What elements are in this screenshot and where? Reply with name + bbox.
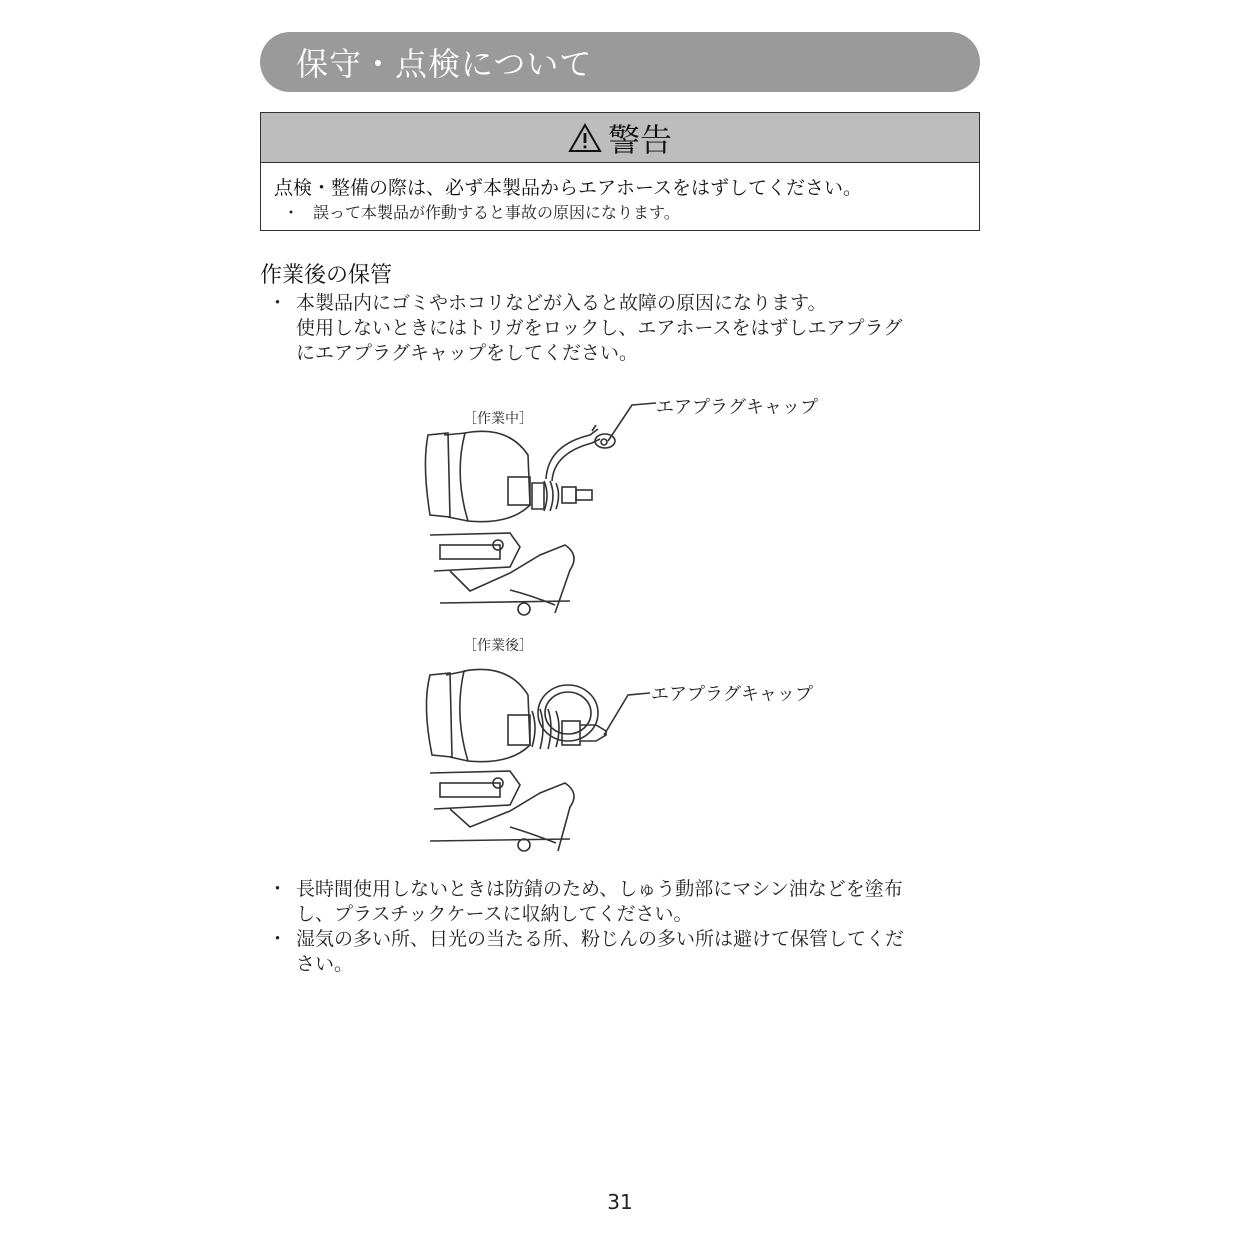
bullet: ・: [268, 292, 288, 314]
storage-heading: 作業後の保管: [260, 263, 393, 288]
bullet: ・: [268, 928, 288, 950]
figure-label-after: ［作業後］: [463, 638, 533, 654]
warning-label: 警告: [607, 120, 672, 159]
warning-sub-text: [283, 200, 680, 223]
paragraph-line: 湿気の多い所、日光の当たる所、粉じんの多い所は避けて保管してくだ: [296, 928, 905, 950]
section-title-bar: [260, 32, 980, 92]
paragraph-line: し、プラスチックケースに収納してください。: [296, 903, 693, 925]
warning-header: [261, 113, 979, 163]
warning-box: [260, 112, 980, 231]
bullet: ・: [283, 203, 300, 222]
section-title: 保守・点検について: [296, 45, 593, 83]
tool-illustration-after: [420, 655, 840, 855]
bullet: ・: [268, 878, 288, 900]
paragraph-line: 長時間使用しないときは防錆のため、しゅう動部にマシン油などを塗布: [296, 878, 903, 900]
page-number: 31: [607, 1190, 633, 1214]
tool-illustration-during: [420, 395, 840, 620]
callout-air-plug-cap: エアプラグキャップ: [656, 397, 818, 418]
paragraph-line: 使用しないときにはトリガをロックし、エアホースをはずしエアプラグ: [296, 317, 903, 339]
paragraph-line: さい。: [296, 953, 354, 975]
warning-triangle-icon: [568, 123, 602, 153]
paragraph-line: にエアプラグキャップをしてください。: [296, 342, 639, 364]
figure-label-during: ［作業中］: [463, 411, 533, 427]
warning-sub-body: 誤って本製品が作動すると事故の原因になります。: [313, 203, 680, 222]
paragraph-line: 本製品内にゴミやホコリなどが入ると故障の原因になります。: [296, 292, 827, 314]
warning-main-text: 点検・整備の際は、必ず本製品からエアホースをはずしてください。: [274, 177, 863, 199]
callout-air-plug-cap: エアプラグキャップ: [651, 684, 813, 705]
